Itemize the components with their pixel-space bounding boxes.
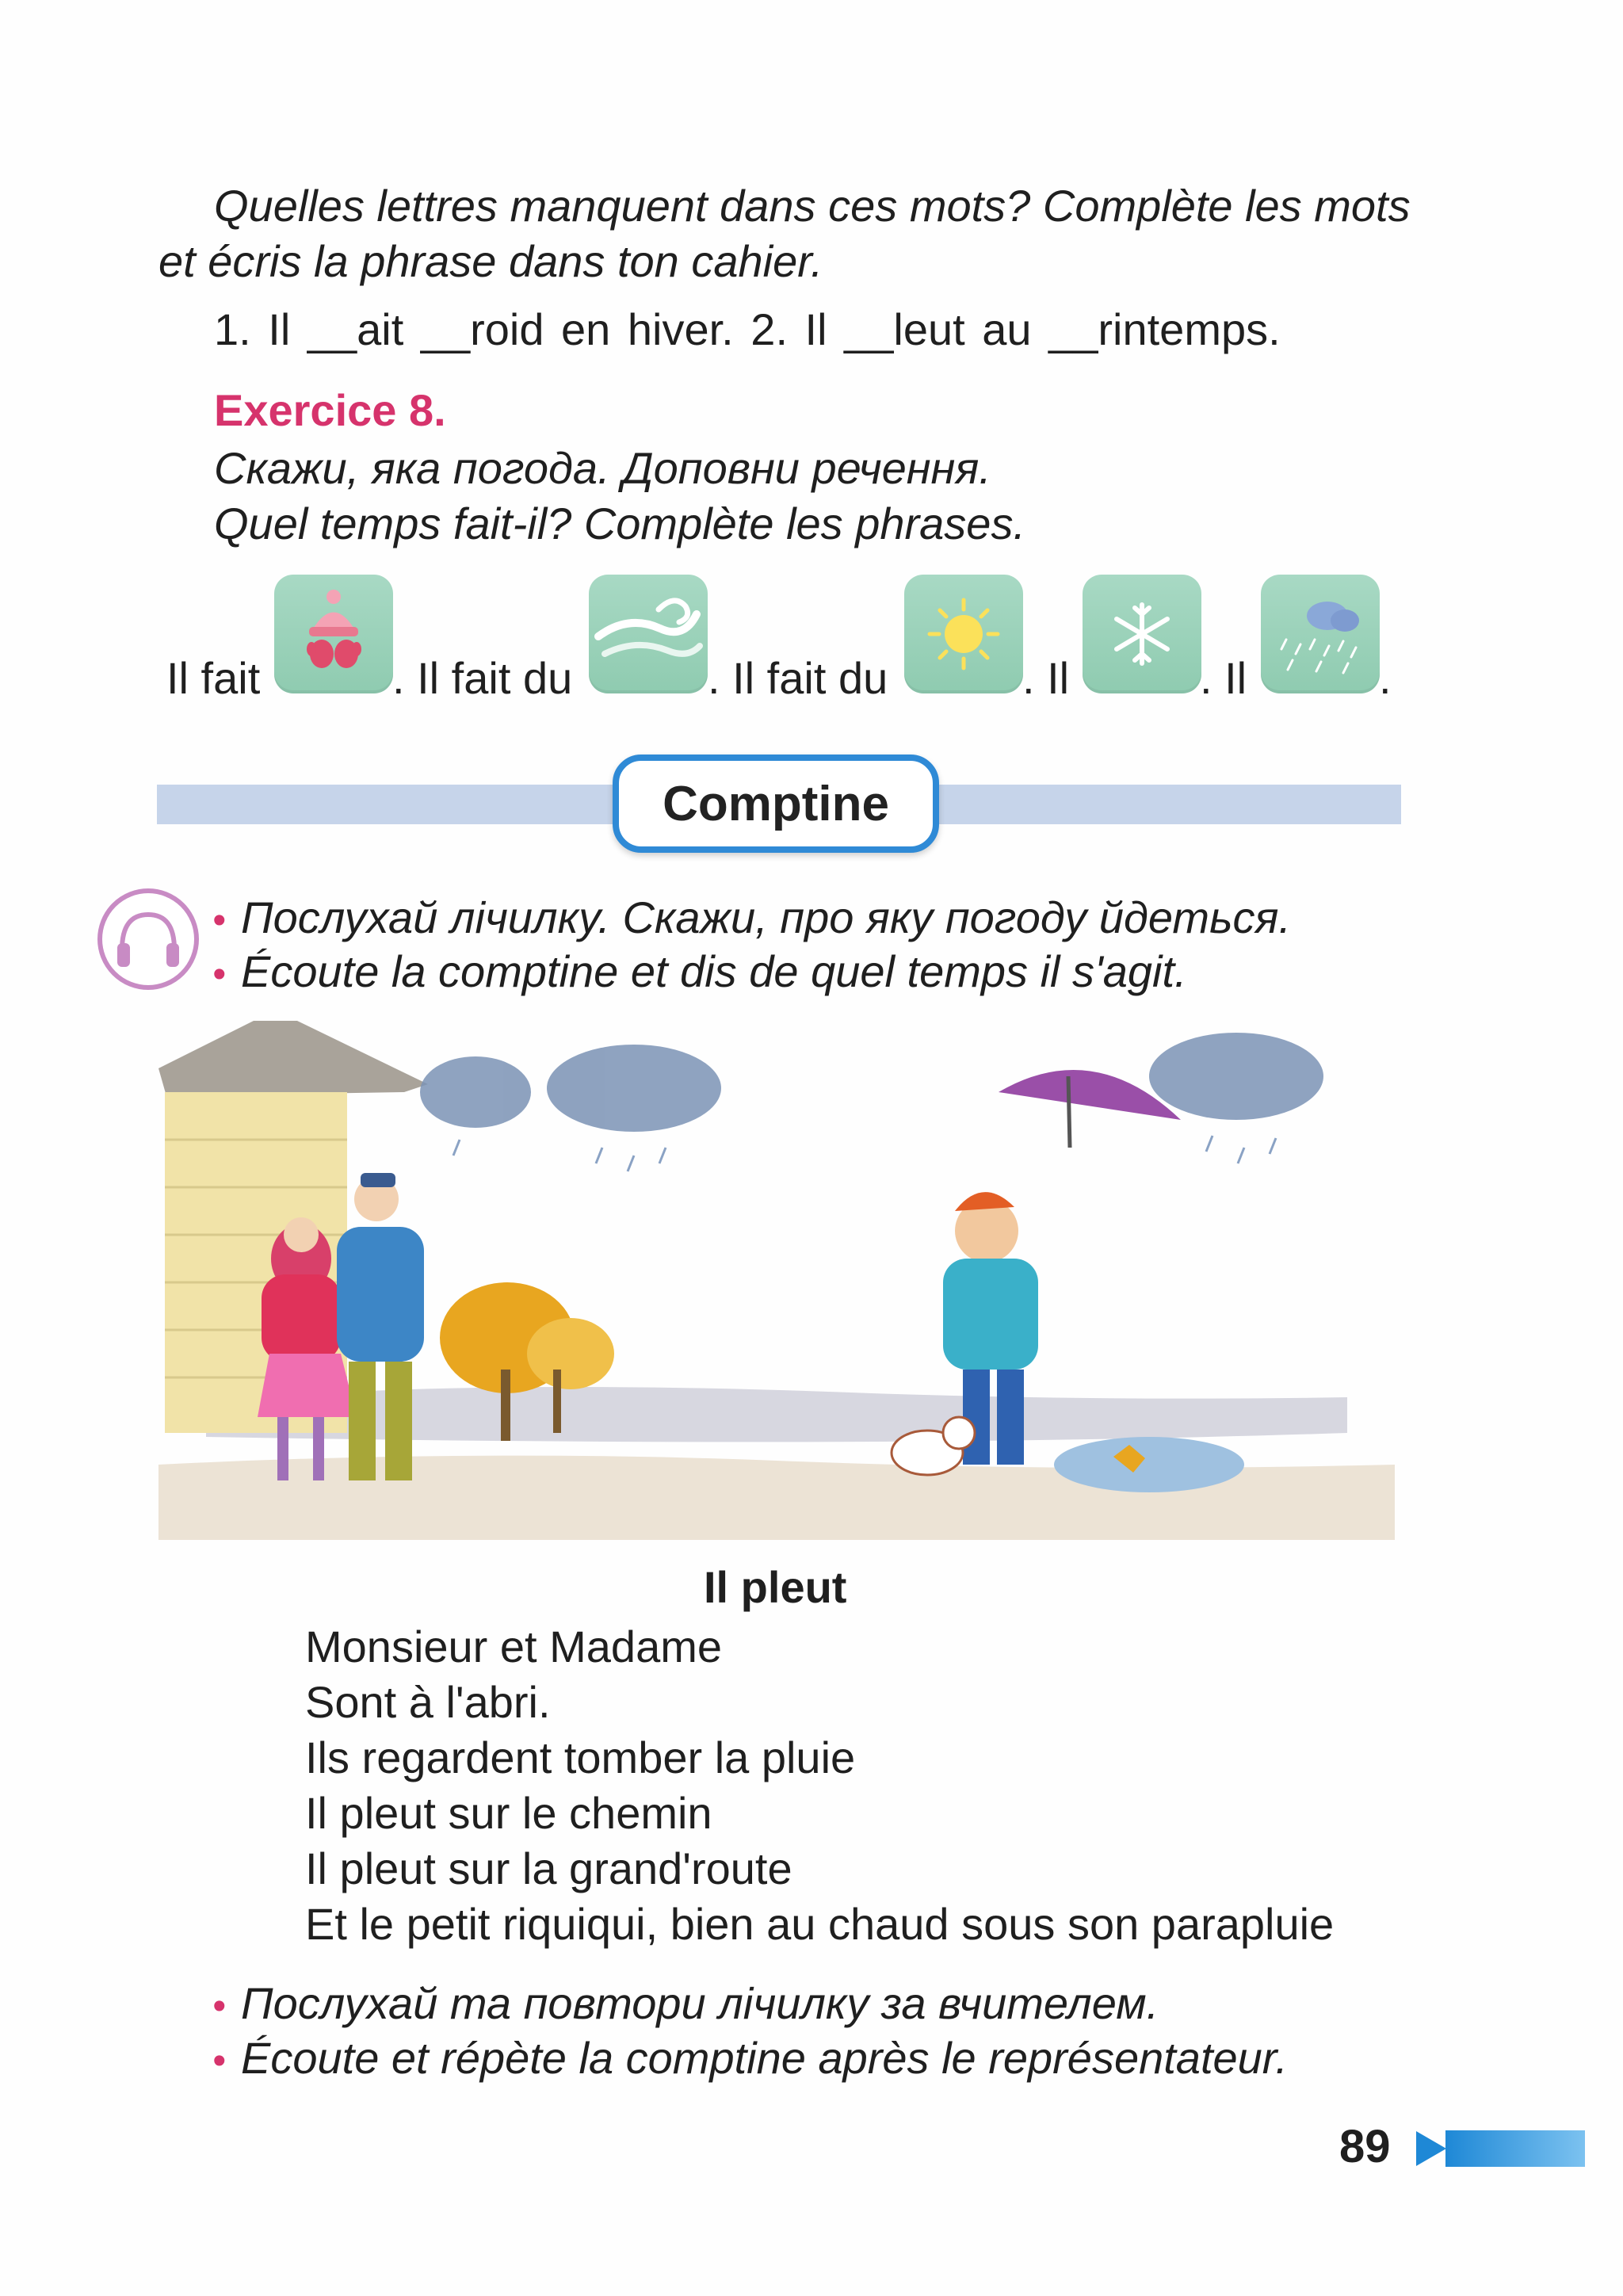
repeat-bullet-ukrainian-text: Послухай та повтори лічилку за вчителем.: [241, 1978, 1159, 2028]
instruction-line-1: Quelles lettres manquent dans ces mots? Complète les mots: [214, 181, 1411, 231]
page-arrow-icon: [1415, 2130, 1448, 2172]
phrase-il-2: . Il: [1200, 653, 1247, 703]
listen-bullet-ukrainian-text: Послухай лічилку. Скажи, про яку погоду йдеться.: [241, 892, 1291, 942]
page-number: 89: [1339, 2121, 1391, 2172]
poem-title: Il pleut: [704, 1562, 847, 1612]
fill-in-sentences: 1. Il __ait __roid en hiver. 2. Il __leut au __rintemps.: [214, 304, 1281, 354]
listen-bullet-french: • Écoute la comptine et dis de quel temps il s'agit.: [212, 946, 1187, 996]
snowflake-icon: [1083, 575, 1201, 693]
hat-mittens-icon: [274, 575, 393, 693]
poem-line-6: Et le petit riquiqui, bien au chaud sous son parapluie: [305, 1899, 1335, 1949]
phrase-il-fait-du-1: . Il fait du: [392, 653, 573, 703]
repeat-bullet-french: • Écoute et répète la comptine après le représentateur.: [212, 2033, 1288, 2083]
poem-line-2: Sont à l'abri.: [305, 1677, 551, 1727]
repeat-bullet-ukrainian: • Послухай та повтори лічилку за вчителем.: [212, 1978, 1159, 2028]
listen-bullet-french-text: Écoute la comptine et dis de quel temps il s'agit.: [241, 946, 1187, 996]
poem-line-3: Ils regardent tomber la pluie: [305, 1733, 856, 1782]
poem-line-5: Il pleut sur la grand'route: [305, 1843, 792, 1893]
listen-bullet-ukrainian: • Послухай лічилку. Скажи, про яку погоду йдеться.: [212, 892, 1291, 942]
phrase-period: .: [1379, 653, 1392, 703]
exercise-ukrainian-instruction: Скажи, яка погода. Доповни речення.: [214, 443, 991, 493]
phrase-il-1: . Il: [1022, 653, 1070, 703]
poem-line-4: Il pleut sur le chemin: [305, 1788, 712, 1838]
page-marker-bar: [1445, 2130, 1585, 2167]
phrase-il-fait: Il fait: [166, 653, 261, 703]
section-heading-comptine: Comptine: [613, 755, 939, 853]
exercise-title: Exercice 8.: [214, 385, 446, 435]
wind-icon: [589, 575, 708, 693]
poem-line-1: Monsieur et Madame: [305, 1622, 723, 1671]
exercise-french-instruction: Quel temps fait-il? Complète les phrases.: [214, 499, 1025, 548]
rain-cloud-icon: [1261, 575, 1380, 693]
rain-illustration: [158, 1021, 1395, 1544]
sun-icon: [904, 575, 1023, 693]
repeat-bullet-french-text: Écoute et répète la comptine après le représentateur.: [241, 2033, 1288, 2083]
phrase-il-fait-du-2: . Il fait du: [708, 653, 888, 703]
headphones-icon: [95, 886, 201, 996]
instruction-line-2: et écris la phrase dans ton cahier.: [158, 236, 823, 286]
